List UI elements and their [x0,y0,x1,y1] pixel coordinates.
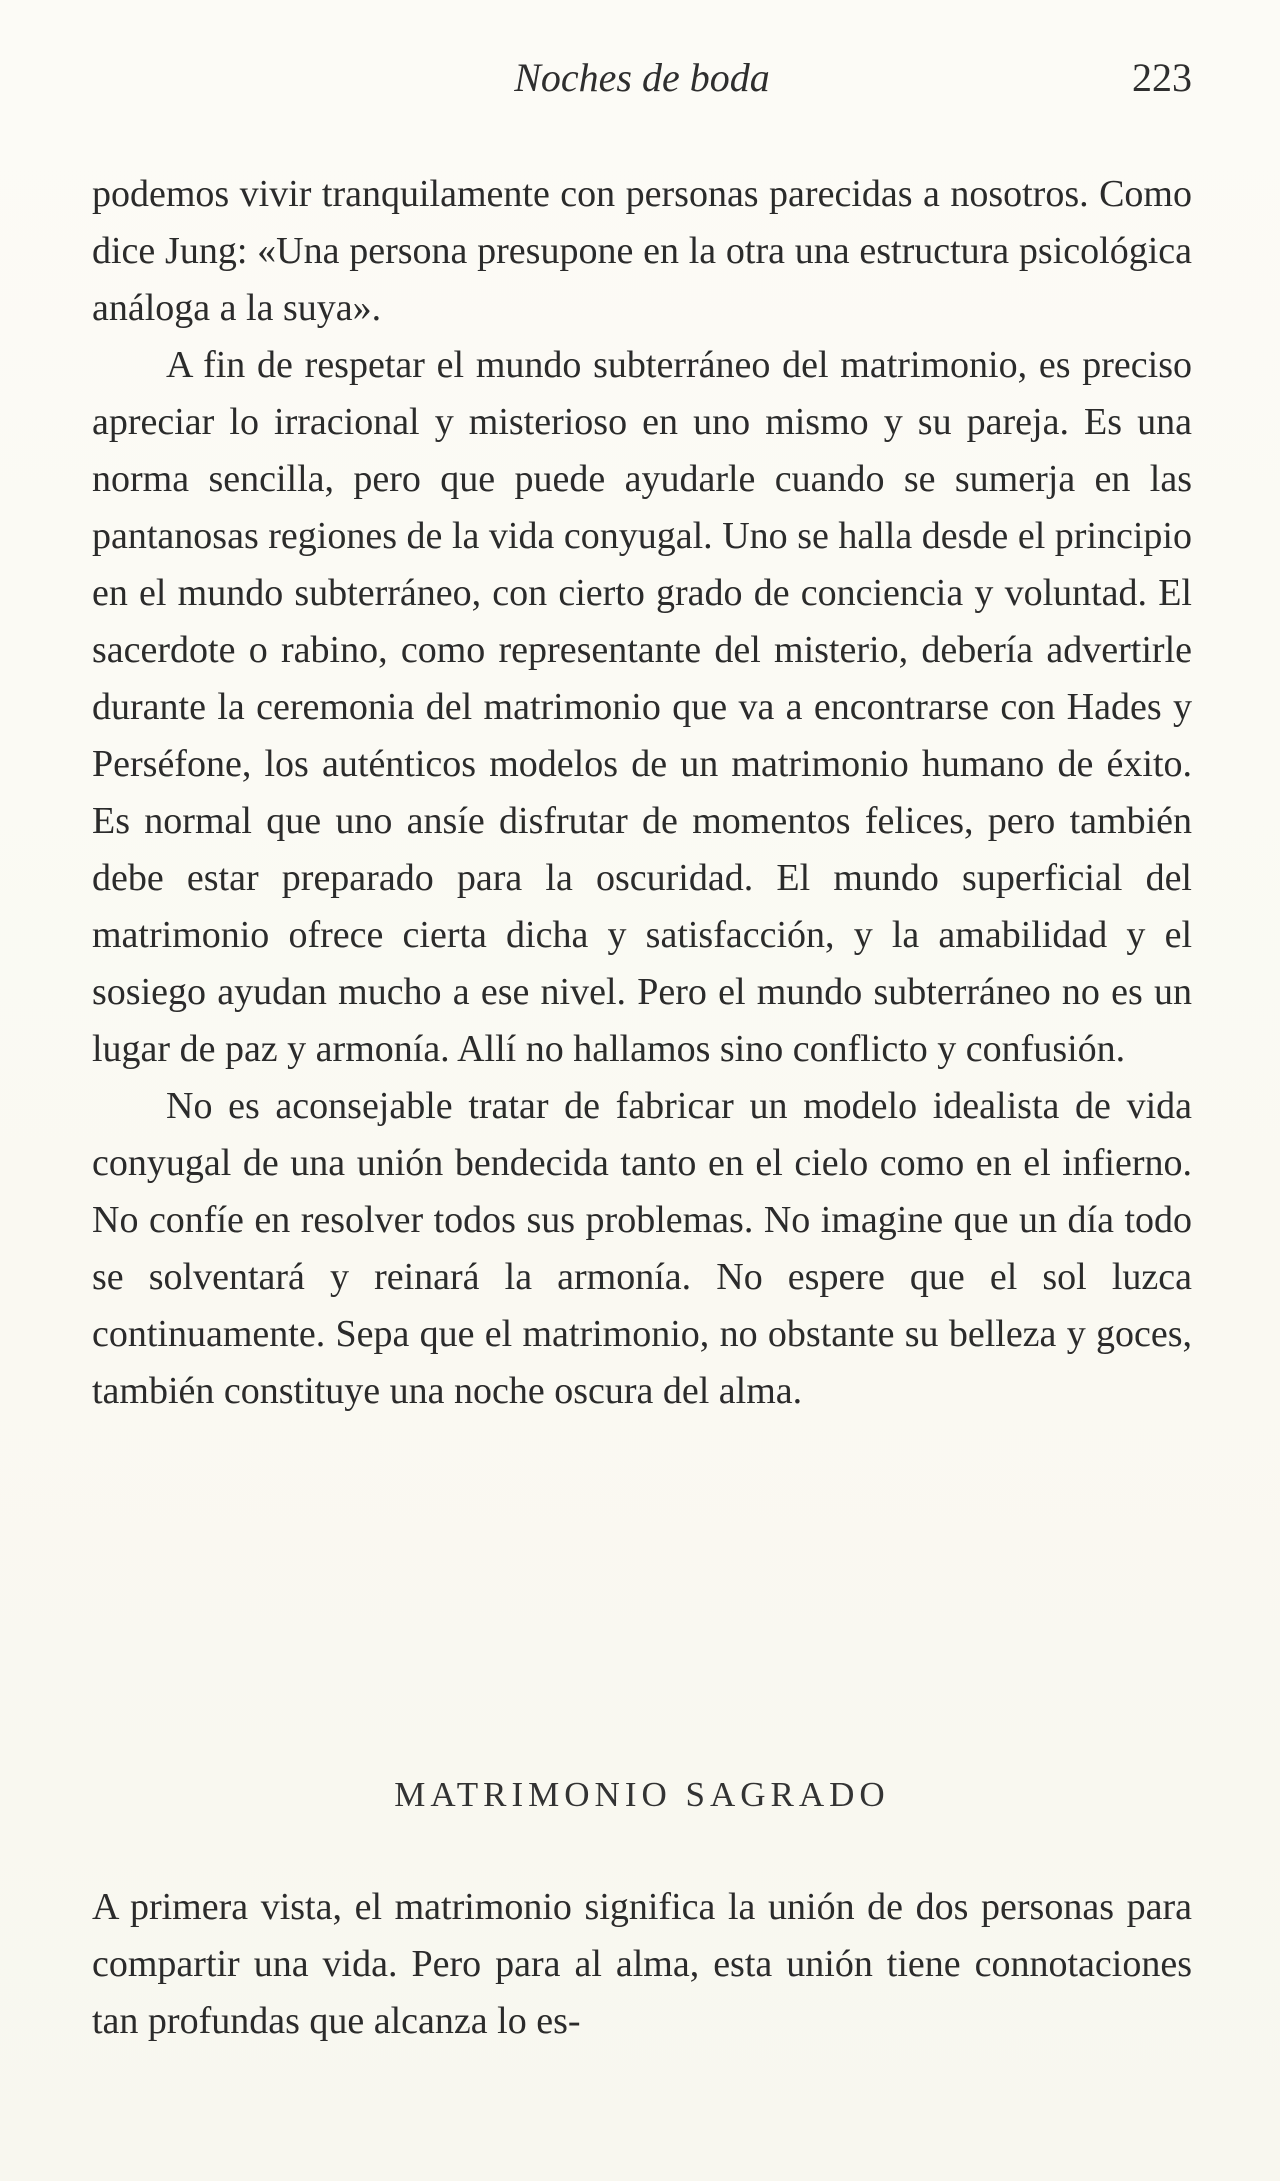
section-heading: MATRIMONIO SAGRADO [394,1775,890,1814]
running-title: Noches de boda [514,55,770,100]
page-number: 223 [1132,55,1192,100]
body-text [92,166,1192,1420]
paragraph-underworld: A fin de respetar el mundo subterráneo del matrimonio, es preciso apreciar lo irracional y misterioso en uno mismo y su pareja. Es una norma sencilla, pero que puede ayudarle cuando se sumerja en las pantanosas regiones de la vida conyugal. Uno se halla desde el principio en el mundo subterráneo, con cierto grado de conciencia y voluntad. El sacerdote o rabino, como representante del misterio, debería advertirle durante la ceremonia del matrimonio que va a encontrarse con Hades y Perséfone, los auténticos modelos de un matrimonio humano de éxito. Es normal que uno ansíe disfrutar de momentos felices, pero también debe estar preparado para la oscuridad. El mundo superficial del matrimonio ofrece cierta dicha y satisfacción, y la amabilidad y el sosiego ayudan mucho a ese nivel. Pero el mundo subterráneo no es un lugar de paz y armonía. Allí no hallamos sino conflicto y confusión. [92,344,1192,1070]
paragraph-continuation: podemos vivir tranquilamente con personas parecidas a nosotros. Como dice Jung: «Una persona presupone en la otra una estructura psicológica análoga a la suya». [92,173,1192,329]
section-paragraph: A primera vista, el matrimonio significa la unión de dos personas para compartir una vida. Pero para al alma, esta unión tiene connotaciones tan profundas que alcanza lo es- [92,1886,1192,2042]
section-text [92,1879,1192,2050]
running-head [92,48,1192,108]
paragraph-ideal-model: No es aconsejable tratar de fabricar un modelo idealista de vida conyugal de una unión bendecida tanto en el cielo como en el infierno. No confíe en resolver todos sus problemas. No imagine que un día todo se solventará y reinará la armonía. No espere que el sol luzca continuamente. Sepa que el matrimonio, no obstante su belleza y goces, también constituye una noche oscura del alma. [92,1085,1192,1412]
